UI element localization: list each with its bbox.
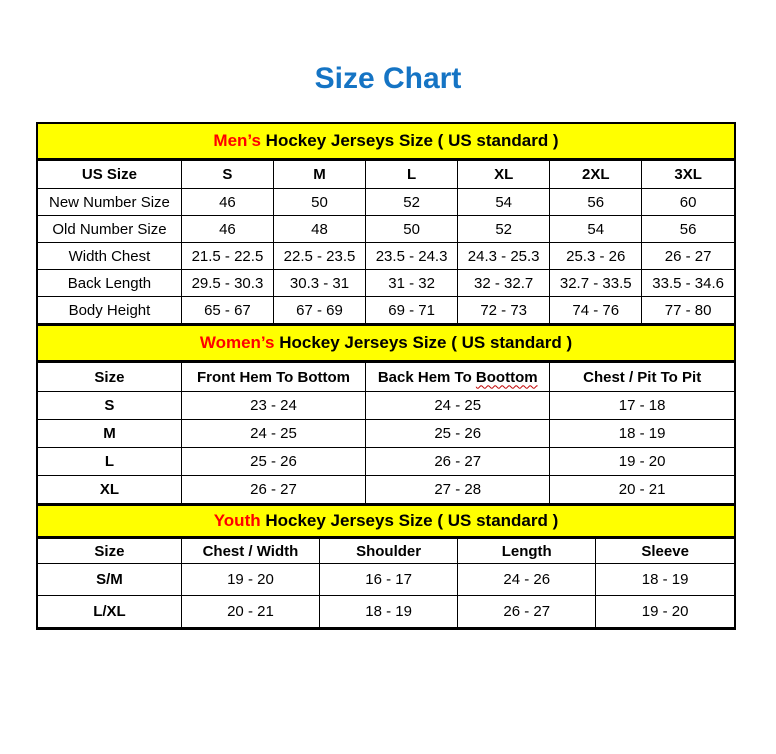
value-cell: 20 - 21 (550, 476, 734, 504)
value-cell: 24 - 25 (181, 420, 365, 448)
value-cell: 52 (366, 189, 458, 216)
value-cell: 54 (458, 189, 550, 216)
column-header-cell: Length (458, 539, 596, 564)
row-label-cell: New Number Size (38, 189, 181, 216)
row-label-cell: Back Length (38, 270, 181, 297)
table-row (38, 420, 734, 448)
section-title-text: Hockey Jerseys Size ( US standard ) (260, 511, 559, 530)
value-cell: 24.3 - 25.3 (458, 243, 550, 270)
men-size-table (38, 160, 734, 324)
row-label-cell: Width Chest (38, 243, 181, 270)
column-header-text: Back Hem To (377, 368, 476, 386)
value-cell: 23 - 24 (181, 392, 365, 420)
value-cell: 21.5 - 22.5 (181, 243, 273, 270)
column-header-cell: M (273, 161, 365, 189)
value-cell: 25.3 - 26 (550, 243, 642, 270)
value-cell: 56 (550, 189, 642, 216)
table-row (38, 596, 734, 628)
size-chart (36, 122, 736, 630)
value-cell: 23.5 - 24.3 (366, 243, 458, 270)
column-header-cell: US Size (38, 161, 181, 189)
row-label-cell: Old Number Size (38, 216, 181, 243)
value-cell: 31 - 32 (366, 270, 458, 297)
value-cell: 52 (458, 216, 550, 243)
table-row (38, 189, 734, 216)
value-cell: 50 (273, 189, 365, 216)
value-cell: 74 - 76 (550, 297, 642, 324)
value-cell: 17 - 18 (550, 392, 734, 420)
row-label-cell: S/M (38, 564, 181, 596)
value-cell: 24 - 26 (458, 564, 596, 596)
row-label-cell: L/XL (38, 596, 181, 628)
value-cell: 19 - 20 (596, 596, 734, 628)
value-cell: 50 (366, 216, 458, 243)
column-header-cell: 3XL (642, 161, 734, 189)
misspelled-word: Boottom (475, 368, 538, 386)
men-section (38, 124, 734, 324)
value-cell: 18 - 19 (596, 564, 734, 596)
table-row (38, 392, 734, 420)
table-row (38, 564, 734, 596)
row-label-cell: M (38, 420, 181, 448)
value-cell: 69 - 71 (366, 297, 458, 324)
women-size-table (38, 362, 734, 504)
section-title-text: Hockey Jerseys Size ( US standard ) (260, 131, 559, 150)
value-cell: 33.5 - 34.6 (642, 270, 734, 297)
column-header-cell: L (366, 161, 458, 189)
value-cell: 32 - 32.7 (458, 270, 550, 297)
section-title-highlight: Men’s (213, 131, 261, 150)
column-header-row (38, 161, 734, 189)
column-header-cell: S (181, 161, 273, 189)
youth-section-title (38, 504, 734, 538)
women-section (38, 324, 734, 504)
youth-section (38, 504, 734, 628)
value-cell: 26 - 27 (181, 476, 365, 504)
row-label-cell: Body Height (38, 297, 181, 324)
value-cell: 24 - 25 (366, 392, 550, 420)
value-cell: 32.7 - 33.5 (550, 270, 642, 297)
value-cell: 16 - 17 (320, 564, 458, 596)
men-section-title (38, 124, 734, 160)
value-cell: 20 - 21 (181, 596, 319, 628)
column-header-cell: Chest / Pit To Pit (550, 363, 734, 392)
value-cell: 29.5 - 30.3 (181, 270, 273, 297)
value-cell: 19 - 20 (181, 564, 319, 596)
table-row (38, 216, 734, 243)
column-header-cell: Shoulder (320, 539, 458, 564)
value-cell: 30.3 - 31 (273, 270, 365, 297)
page-title: Size Chart (314, 62, 462, 95)
column-header-cell: Sleeve (596, 539, 734, 564)
value-cell: 26 - 27 (458, 596, 596, 628)
women-section-title (38, 324, 734, 362)
value-cell: 26 - 27 (642, 243, 734, 270)
column-header-cell: Size (38, 539, 181, 564)
table-row (38, 270, 734, 297)
value-cell: 46 (181, 216, 273, 243)
column-header-cell: Front Hem To Bottom (181, 363, 365, 392)
value-cell: 19 - 20 (550, 448, 734, 476)
column-header-cell: Size (38, 363, 181, 392)
table-row (38, 243, 734, 270)
value-cell: 25 - 26 (366, 420, 550, 448)
table-row (38, 297, 734, 324)
column-header-cell: 2XL (550, 161, 642, 189)
value-cell: 60 (642, 189, 734, 216)
value-cell: 22.5 - 23.5 (273, 243, 365, 270)
value-cell: 18 - 19 (320, 596, 458, 628)
value-cell: 72 - 73 (458, 297, 550, 324)
youth-size-table (38, 538, 734, 628)
column-header-row (38, 539, 734, 564)
value-cell: 48 (273, 216, 365, 243)
value-cell: 54 (550, 216, 642, 243)
value-cell: 65 - 67 (181, 297, 273, 324)
column-header-cell: Chest / Width (181, 539, 319, 564)
row-label-cell: XL (38, 476, 181, 504)
value-cell: 27 - 28 (366, 476, 550, 504)
value-cell: 77 - 80 (642, 297, 734, 324)
column-header-cell: XL (458, 161, 550, 189)
value-cell: 18 - 19 (550, 420, 734, 448)
value-cell: 25 - 26 (181, 448, 365, 476)
value-cell: 26 - 27 (366, 448, 550, 476)
section-title-text: Hockey Jerseys Size ( US standard ) (274, 333, 573, 352)
row-label-cell: L (38, 448, 181, 476)
value-cell: 67 - 69 (273, 297, 365, 324)
column-header-cell (366, 363, 550, 392)
table-row (38, 476, 734, 504)
value-cell: 46 (181, 189, 273, 216)
table-row (38, 448, 734, 476)
row-label-cell: S (38, 392, 181, 420)
section-title-highlight: Youth (213, 511, 261, 530)
section-title-highlight: Women’s (199, 333, 275, 352)
column-header-row (38, 363, 734, 392)
value-cell: 56 (642, 216, 734, 243)
